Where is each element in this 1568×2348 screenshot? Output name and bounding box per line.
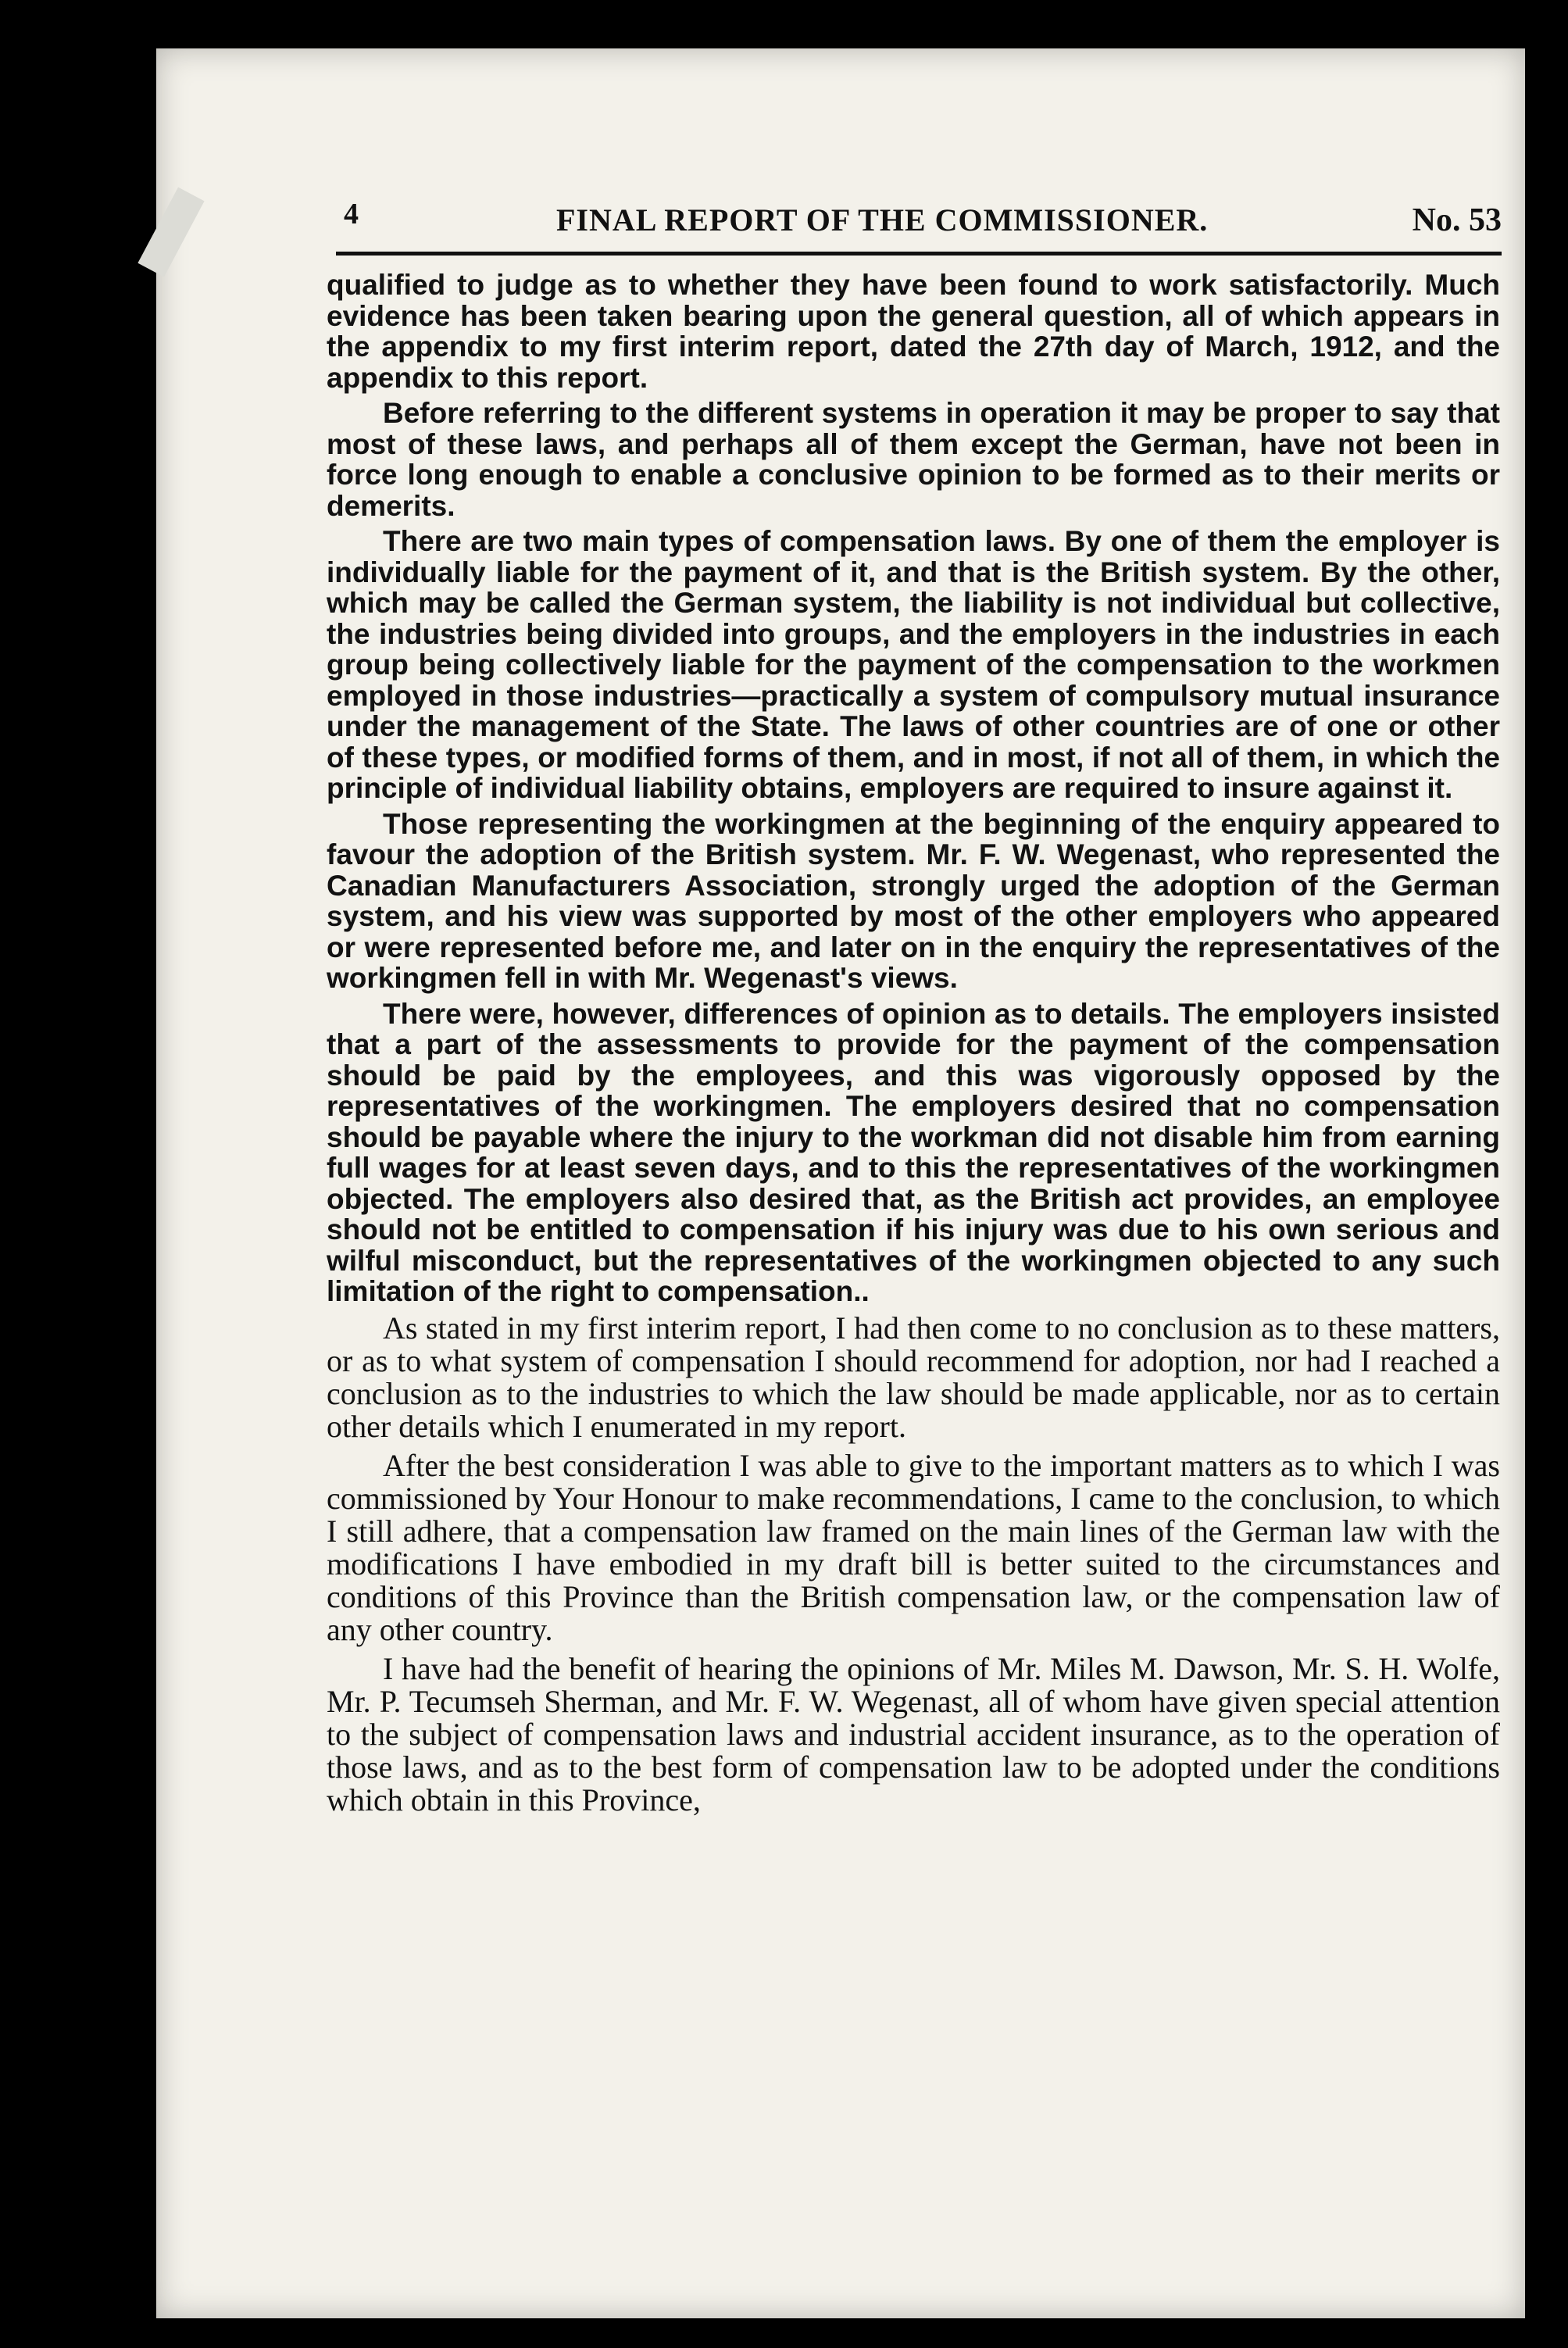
paragraph-1: qualified to judge as to whether they have been found to work satisfactorily. Much evidence has been taken bearing upon the general question, all of which appears in the appendix to my first interim report, dated the 27th day of March, 1912, and the appendix to this report. bbox=[327, 269, 1500, 394]
document-number: No. 53 bbox=[1412, 202, 1502, 238]
paragraph-3: There are two main types of compensation laws. By one of them the employer is individually liable for the payment of it, and that is the British system. By the other, which may be called the German system, the liability is not individual but collective, the industries being divided into groups, and the employers in the industries in each group being collectively liable for the payment of the compensation to the workmen employed in those industries—practically a system of compulsory mutual insurance under the management of the State. The laws of other countries are of one or other of these types, or modified forms of them, and in most, if not all of them, in which the principle of individual liability obtains, employers are required to insure against it. bbox=[327, 525, 1500, 804]
page-number: 4 bbox=[344, 198, 359, 231]
paragraph-2: Before referring to the different systems in operation it may be proper to say that most of these laws, and perhaps all of them except the German, have not been in force long enough to enable a conclusive opinion to be formed as to their merits or demerits. bbox=[327, 397, 1500, 522]
paragraph-6: As stated in my first interim report, I had then come to no conclusion as to these matters, or as to what system of compensation I should recommend for adoption, nor had I reached a conclusion as to the industries to which the law should be made applicable, nor as to certain other details which I enumerated in my report. bbox=[327, 1310, 1500, 1444]
scan-edge-artifact bbox=[138, 188, 204, 277]
paragraph-4: Those representing the workingmen at the beginning of the enquiry appeared to favour the adoption of the British system. Mr. F. W. Wegenast, who represented the Canadian Manufacturers Association, strongly urged the adoption of the German system, and his view was supported by most of the other employers who appeared or were represented before me, and later on in the enquiry the representatives of the workingmen fell in with Mr. Wegenast's views. bbox=[327, 807, 1500, 994]
paragraph-7: After the best consideration I was able to give to the important matters as to which I was commissioned by Your Honour to make recommendations, I came to the conclusion, to which I still adhere, that a compensation law framed on the main lines of the German law with the modifications I have embodied in my draft bill is better suited to the circumstances and conditions of this Province than the British compensation law, or the compensation law of any other country. bbox=[327, 1447, 1500, 1647]
body-text bbox=[327, 270, 1500, 1823]
header-rule bbox=[336, 252, 1502, 256]
paragraph-8: I have had the benefit of hearing the opinions of Mr. Miles M. Dawson, Mr. S. H. Wolfe, Mr. P. Tecumseh Sherman, and Mr. F. W. Wegenast, all of whom have given special attention to the subject of compensation laws and industrial accident insurance, as to the operation of those laws, and as to the best form of compensation law to be adopted under the conditions which obtain in this Province, bbox=[327, 1650, 1500, 1817]
running-title: FINAL REPORT OF THE COMMISSIONER. bbox=[556, 202, 1209, 238]
paragraph-5: There were, however, differences of opinion as to details. The employers insisted that a part of the assessments to provide for the payment of the compensation should be paid by the employees, and this was vigorously opposed by the representatives of the workingmen. The employers desired that no compensation should be payable where the injury to the workman did not disable him from earning full wages for at least seven days, and to this the representatives of the workingmen objected. The employers also desired that, as the British act provides, an employee should not be entitled to compensation if his injury was due to his own serious and wilful misconduct, but the representatives of the workingmen objected to any such limitation of the right to compensation.. bbox=[327, 997, 1500, 1307]
page-header bbox=[338, 197, 1502, 244]
